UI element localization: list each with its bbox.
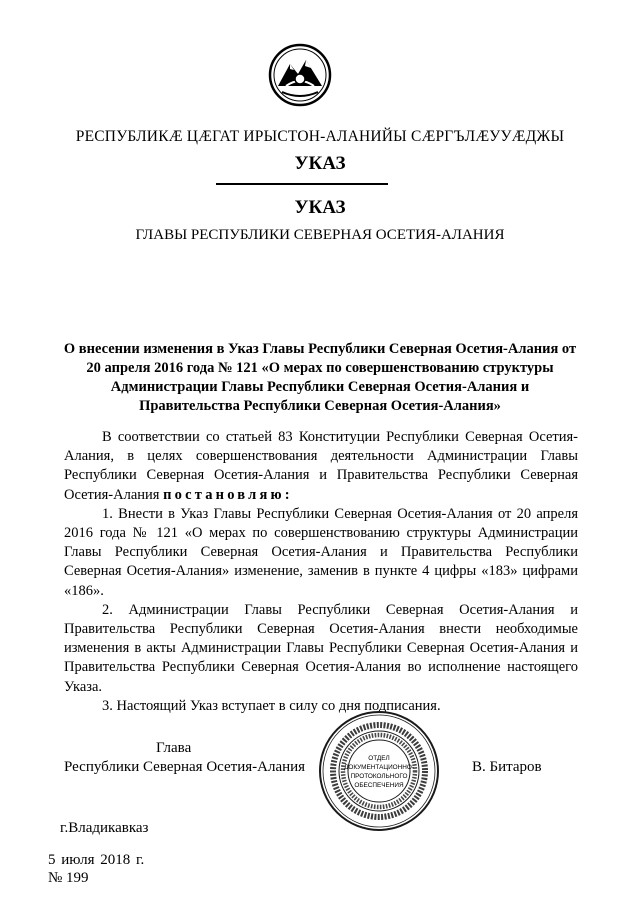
official-seal: [318, 710, 440, 832]
issue-date: 5 июля 2018 г.: [48, 852, 145, 868]
seal-line-4: ОБЕСПЕЧЕНИЯ: [354, 782, 404, 789]
decree-heading-ossetian: УКАЗ: [294, 153, 346, 174]
seal-line-1: ОТДЕЛ: [368, 755, 390, 762]
header-divider: [216, 183, 388, 185]
decree-heading-russian: УКАЗ: [294, 197, 346, 218]
decree-word: постановляю:: [163, 486, 293, 503]
decree-subject: О внесении изменения в Указ Главы Республики Северная Осетия-Алания от 20 апреля 2016 года № 121 «О мерах по совершенствованию структуры Администрации Главы Республики Северная Осетия-Алания и Правительства Республики Северная Осетия-Алания»: [63, 341, 577, 414]
seal-line-2: ДОКУМЕНТАЦИОННО-: [344, 764, 414, 771]
decree-number: № 199: [48, 870, 89, 886]
signatory-name: В. Битаров: [472, 759, 542, 775]
body-preamble: [64, 428, 578, 505]
issue-city: г.Владикавказ: [60, 820, 149, 836]
decree-body: [64, 428, 578, 716]
republic-title-ossetian: РЕСПУБЛИКӔ ЦӔГАТ ИРЫСТОН-АЛАНИЙЫ СӔРГЪЛӔУУӔДЖЫ: [75, 128, 565, 145]
signatory-title-line2: Республики Северная Осетия-Алания: [64, 759, 306, 775]
body-item-3: 3. Настоящий Указ вступает в силу со дня подписания.: [102, 697, 441, 714]
preamble-text: В соответствии со статьей 83 Конституции Республики Северная Осетия-Алания, в целях совершенствования деятельности Администрации Главы Республики Северная Осетия-Алания и Правительства Республики Северная Осетия-Алания: [64, 429, 578, 503]
signatory-title-line1: Глава: [156, 740, 192, 756]
seal-line-3: ПРОТОКОЛЬНОГО: [350, 773, 408, 780]
coat-of-arms-emblem: [268, 42, 332, 108]
body-item-2: 2. Администрации Главы Республики Северная Осетия-Алания и Правительства Республики Северная Осетия-Алания внести необходимые изменения в акты Администрации Главы Республики Северная Осетия-Алания и Правительства Республики Северная Осетия-Алания во исполнение настоящего Указа.: [64, 601, 578, 695]
body-item-1: 1. Внести в Указ Главы Республики Северная Осетия-Алания от 20 апреля 2016 года № 121 «О мерах по совершенствованию структуры Администрации Главы Республики Северная Осетия-Алания и Правительства Республики Северная Осетия-Алания» изменение, заменив в пункте 4 цифры «183» цифрами «186».: [64, 505, 578, 599]
republic-title-russian: ГЛАВЫ РЕСПУБЛИКИ СЕВЕРНАЯ ОСЕТИЯ-АЛАНИЯ: [135, 227, 505, 243]
